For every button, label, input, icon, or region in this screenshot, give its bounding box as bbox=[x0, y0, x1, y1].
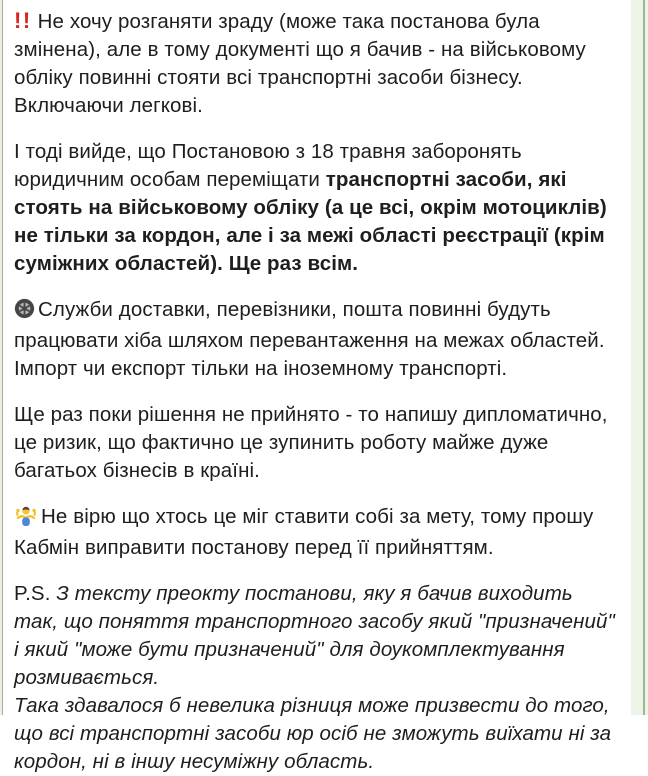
ps-label: P.S. bbox=[14, 582, 57, 605]
chat-background-strip bbox=[631, 0, 648, 715]
wheel-icon bbox=[14, 298, 35, 327]
paragraph-text: Ще раз поки рішення не прийнято - то напишу дипломатично, це ризик, що фактично це зупинить роботу майже дуже багатьох бізнесів в країні. bbox=[14, 403, 608, 482]
paragraph-text: Не вірю що хтось це міг ставити собі за мету, тому прошу Кабмін виправити постанову перед її прийняттям. bbox=[14, 505, 594, 559]
paragraph-text-italic: З тексту преокту постанови, яку я бачив виходить так, що поняття транспортного засобу який "призначений" і який "може бути призначений" для доукомплектування розмивається. bbox=[14, 582, 615, 689]
message-card bbox=[3, 0, 631, 773]
message-body bbox=[14, 7, 619, 776]
paragraph-text-italic: Така здавалося б невелика різниця може призвести до того, що всі транспортні засоби юр осіб не зможуть виїхати ні за кордон, ні в іншу несуміжну область. bbox=[14, 694, 612, 773]
paragraph-text: Не хочу розганяти зраду (може така постанова була змінена), але в тому документі що я бачив - на військовому обліку повинні стояти всі транспортні засоби бізнесу. Включаючи легкові. bbox=[14, 10, 586, 117]
paragraph-text: Служби доставки, перевізники, пошта повинні будуть працювати хіба шляхом перевантаження на межах областей. Імпорт чи експорт тільки на іноземному транспорті. bbox=[14, 298, 605, 380]
paragraph-decree bbox=[14, 138, 619, 278]
paragraph-text: І тоді вийде, що Постановою з 18 травня заборонять юридичним особам переміщати bbox=[14, 140, 522, 191]
double-exclamation-icon: !! bbox=[14, 8, 32, 33]
paragraph-text-bold: транспортні засоби, які стоять на військовому обліку (а це всі, окрім мотоциклів) не тільки за кордон, але і за межі області реєстрації (крім суміжних областей). Ще раз всім. bbox=[14, 168, 607, 275]
paragraph-warning bbox=[14, 7, 619, 120]
paragraph-appeal bbox=[14, 503, 619, 562]
paragraph-risk bbox=[14, 401, 619, 485]
paragraph-postscript bbox=[14, 580, 619, 776]
chat-background-divider bbox=[643, 0, 645, 715]
man-shrugging-icon bbox=[14, 506, 38, 534]
paragraph-delivery bbox=[14, 296, 619, 383]
